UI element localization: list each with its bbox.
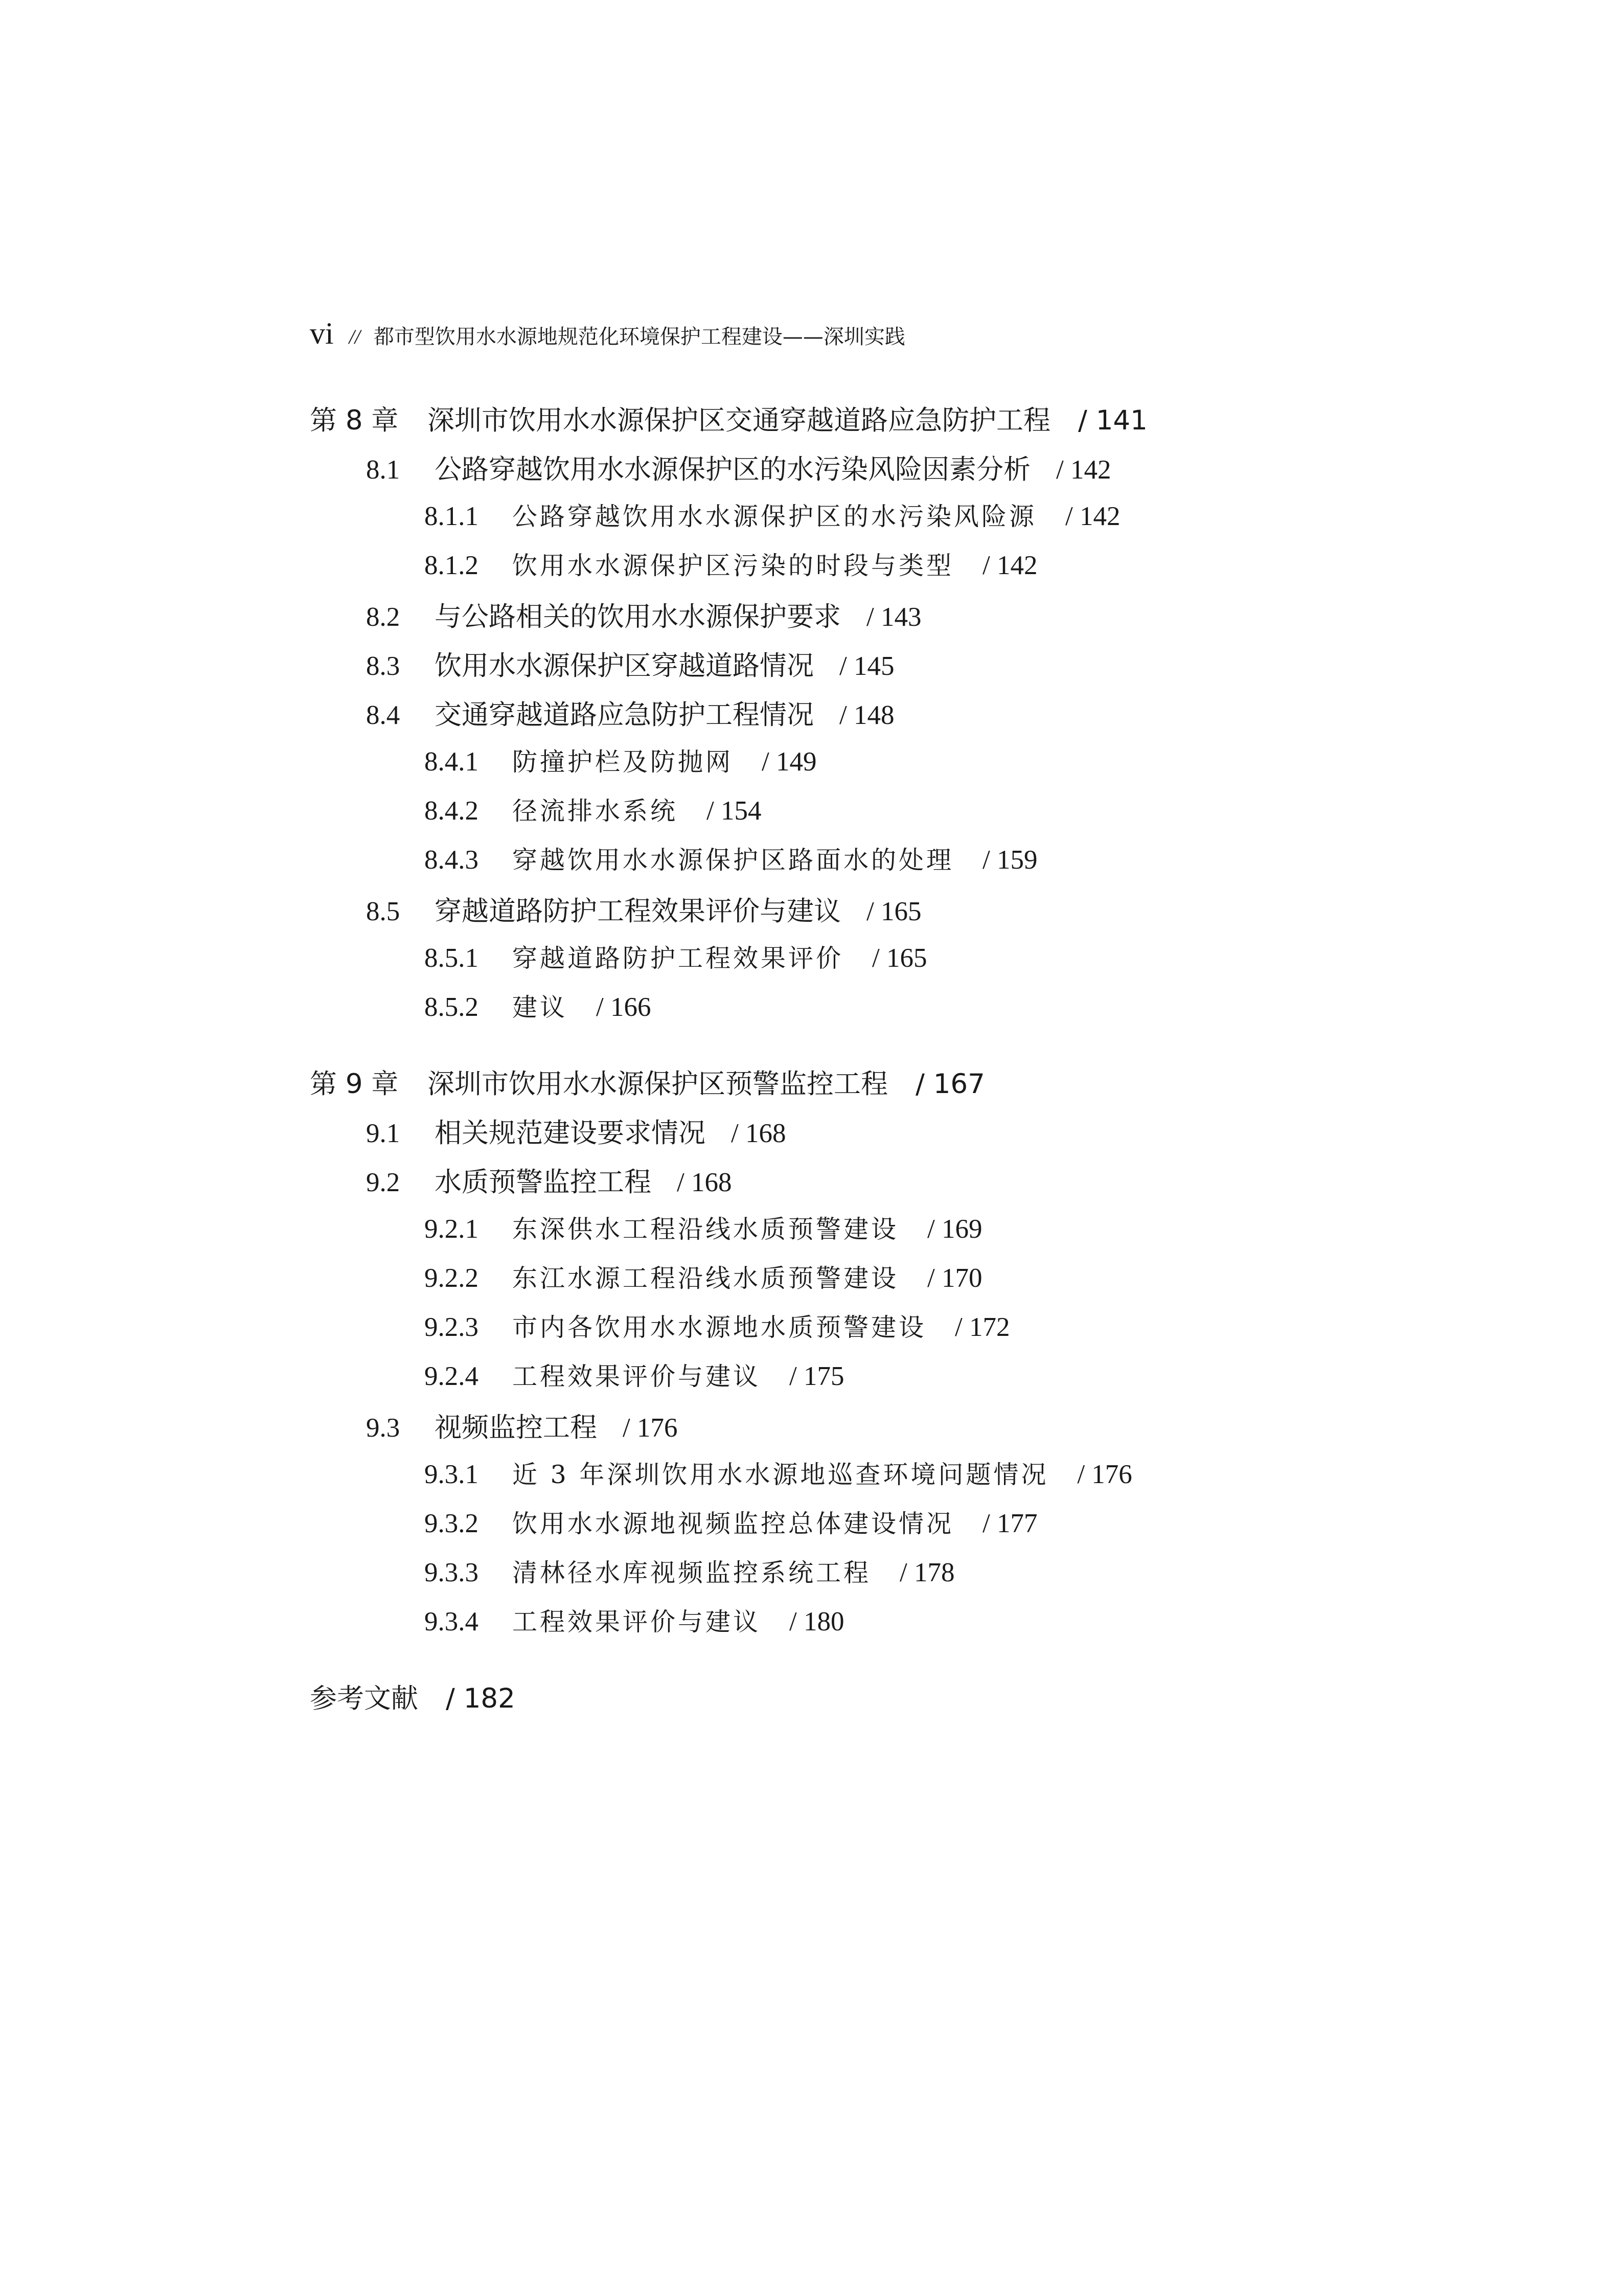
book-title: 都市型饮用水水源地规范化环境保护工程建设——深圳实践 bbox=[373, 325, 905, 349]
toc-title: 建议 bbox=[512, 993, 568, 1022]
toc-title: 交通穿越道路应急防护工程情况 bbox=[435, 699, 814, 731]
toc-subsection-9-2-2[interactable] bbox=[424, 1259, 983, 1300]
toc-number: 8.4.1 bbox=[424, 747, 478, 777]
toc-subsection-8-1-1[interactable] bbox=[424, 497, 1121, 538]
toc-number: 8.2 bbox=[366, 602, 400, 632]
page-number: vi bbox=[310, 316, 334, 350]
toc-title: 东深供水工程沿线水质预警建设 bbox=[512, 1215, 899, 1244]
toc-title: 工程效果评价与建议 bbox=[512, 1607, 761, 1636]
toc-page: / 176 bbox=[1077, 1460, 1132, 1489]
toc-number: 9.2.2 bbox=[424, 1263, 478, 1293]
toc-section-9-3[interactable] bbox=[366, 1406, 677, 1447]
toc-number: 第 9 章 bbox=[310, 1069, 399, 1100]
toc-number: 9.2.4 bbox=[424, 1361, 478, 1391]
toc-page: / 178 bbox=[900, 1558, 955, 1587]
toc-chapter-9[interactable] bbox=[310, 1062, 985, 1103]
toc-number: 9.3.2 bbox=[424, 1509, 478, 1538]
toc-page: / 168 bbox=[731, 1119, 786, 1148]
toc-number: 9.3.1 bbox=[424, 1460, 478, 1489]
toc-number: 9.3.3 bbox=[424, 1558, 478, 1587]
toc-page: / 176 bbox=[623, 1413, 678, 1443]
toc-title: 深圳市饮用水水源保护区交通穿越道路应急防护工程 bbox=[427, 405, 1050, 436]
toc-title: 东江水源工程沿线水质预警建设 bbox=[512, 1264, 899, 1293]
toc-number: 8.5.2 bbox=[424, 992, 478, 1022]
toc-section-8-5[interactable] bbox=[366, 890, 921, 930]
toc-number: 9.2 bbox=[366, 1168, 400, 1197]
toc-page: / 167 bbox=[916, 1069, 985, 1100]
toc-number: 8.1.1 bbox=[424, 502, 478, 531]
toc-page: / 148 bbox=[839, 700, 895, 730]
toc-title: 饮用水水源保护区污染的时段与类型 bbox=[512, 551, 954, 580]
toc-title: 穿越饮用水水源保护区路面水的处理 bbox=[512, 846, 954, 875]
toc-number: 8.5.1 bbox=[424, 943, 478, 973]
toc-title: 饮用水水源保护区穿越道路情况 bbox=[435, 650, 814, 681]
toc-page: / 170 bbox=[927, 1263, 983, 1293]
toc-title: 近 3 年深圳饮用水水源地巡查环境问题情况 bbox=[512, 1460, 1049, 1489]
toc-title: 径流排水系统 bbox=[512, 797, 678, 826]
toc-page: / 142 bbox=[1065, 502, 1121, 531]
toc-title: 穿越道路防护工程效果评价 bbox=[512, 944, 844, 973]
toc-number: 9.1 bbox=[366, 1119, 400, 1148]
toc-subsection-8-4-3[interactable] bbox=[424, 840, 1038, 881]
toc-subsection-8-1-2[interactable] bbox=[424, 546, 1038, 587]
toc-title: 视频监控工程 bbox=[435, 1412, 597, 1443]
toc-number: 9.3 bbox=[366, 1413, 400, 1443]
toc-subsection-9-3-3[interactable] bbox=[424, 1553, 955, 1594]
toc-page: / 175 bbox=[789, 1361, 844, 1391]
toc-page: / 177 bbox=[983, 1509, 1038, 1538]
toc-page: / 165 bbox=[866, 897, 922, 926]
toc-subsection-8-4-1[interactable] bbox=[424, 742, 817, 783]
toc-subsection-8-4-2[interactable] bbox=[424, 791, 762, 832]
toc-page: / 149 bbox=[762, 747, 817, 777]
toc-number: 9.3.4 bbox=[424, 1607, 478, 1636]
toc-number: 8.3 bbox=[366, 651, 400, 681]
toc-title: 与公路相关的饮用水水源保护要求 bbox=[435, 601, 841, 632]
toc-page: / 159 bbox=[983, 845, 1038, 875]
toc-number: 9.2.1 bbox=[424, 1214, 478, 1244]
toc-subsection-9-2-4[interactable] bbox=[424, 1357, 844, 1398]
toc-number: 8.1.2 bbox=[424, 551, 478, 580]
toc-title: 防撞护栏及防抛网 bbox=[512, 747, 734, 777]
toc-title: 深圳市饮用水水源保护区预警监控工程 bbox=[427, 1069, 888, 1100]
toc-title: 清林径水库视频监控系统工程 bbox=[512, 1558, 872, 1587]
toc-number: 9.2.3 bbox=[424, 1312, 478, 1342]
toc-references[interactable] bbox=[310, 1677, 515, 1718]
toc-number: 8.4.3 bbox=[424, 845, 478, 875]
toc-subsection-9-2-3[interactable] bbox=[424, 1308, 1010, 1349]
toc-title: 穿越道路防护工程效果评价与建议 bbox=[435, 896, 841, 927]
toc-title: 工程效果评价与建议 bbox=[512, 1362, 761, 1391]
toc-title: 参考文献 bbox=[310, 1683, 418, 1714]
toc-page: / 154 bbox=[706, 796, 762, 826]
toc-title: 公路穿越饮用水水源保护区的水污染风险因素分析 bbox=[435, 454, 1031, 485]
toc-section-9-2[interactable] bbox=[366, 1161, 732, 1201]
toc-page: / 145 bbox=[839, 651, 895, 681]
toc-title: 水质预警监控工程 bbox=[435, 1167, 651, 1198]
toc-title: 公路穿越饮用水水源保护区的水污染风险源 bbox=[512, 502, 1037, 531]
toc-number: 8.5 bbox=[366, 897, 400, 926]
toc-page: / 142 bbox=[983, 551, 1038, 580]
toc-section-9-1[interactable] bbox=[366, 1111, 786, 1152]
toc-number: 8.4 bbox=[366, 700, 400, 730]
toc-page: / 182 bbox=[446, 1683, 515, 1714]
toc-page: / 166 bbox=[596, 992, 651, 1022]
toc-section-8-2[interactable] bbox=[366, 595, 921, 636]
toc-number: 8.1 bbox=[366, 455, 400, 485]
toc-title: 市内各饮用水水源地水质预警建设 bbox=[512, 1313, 927, 1342]
toc-section-8-3[interactable] bbox=[366, 644, 894, 685]
toc-page: / 180 bbox=[789, 1607, 844, 1636]
toc-subsection-9-3-2[interactable] bbox=[424, 1504, 1038, 1545]
toc-page: / 168 bbox=[677, 1168, 732, 1197]
toc-title: 相关规范建设要求情况 bbox=[435, 1118, 705, 1149]
header-separator: // bbox=[349, 325, 360, 348]
toc-number: 8.4.2 bbox=[424, 796, 478, 826]
toc-subsection-9-3-4[interactable] bbox=[424, 1602, 844, 1643]
toc-page: / 169 bbox=[927, 1214, 983, 1244]
toc-section-8-4[interactable] bbox=[366, 693, 894, 734]
toc-subsection-8-5-2[interactable] bbox=[424, 988, 651, 1029]
toc-page: / 143 bbox=[866, 602, 922, 632]
toc-page: / 142 bbox=[1056, 455, 1111, 485]
toc-subsection-9-2-1[interactable] bbox=[424, 1210, 983, 1251]
toc-page: / 165 bbox=[872, 943, 927, 973]
toc-number: 第 8 章 bbox=[310, 405, 399, 436]
toc-subsection-8-5-1[interactable] bbox=[424, 939, 927, 980]
toc-section-8-1[interactable] bbox=[366, 448, 1111, 489]
toc-title: 饮用水水源地视频监控总体建设情况 bbox=[512, 1509, 954, 1538]
toc-page: / 141 bbox=[1078, 405, 1148, 436]
toc-subsection-9-3-1[interactable] bbox=[424, 1455, 1132, 1496]
toc-page: / 172 bbox=[955, 1312, 1010, 1342]
toc-chapter-8[interactable] bbox=[310, 399, 1148, 440]
